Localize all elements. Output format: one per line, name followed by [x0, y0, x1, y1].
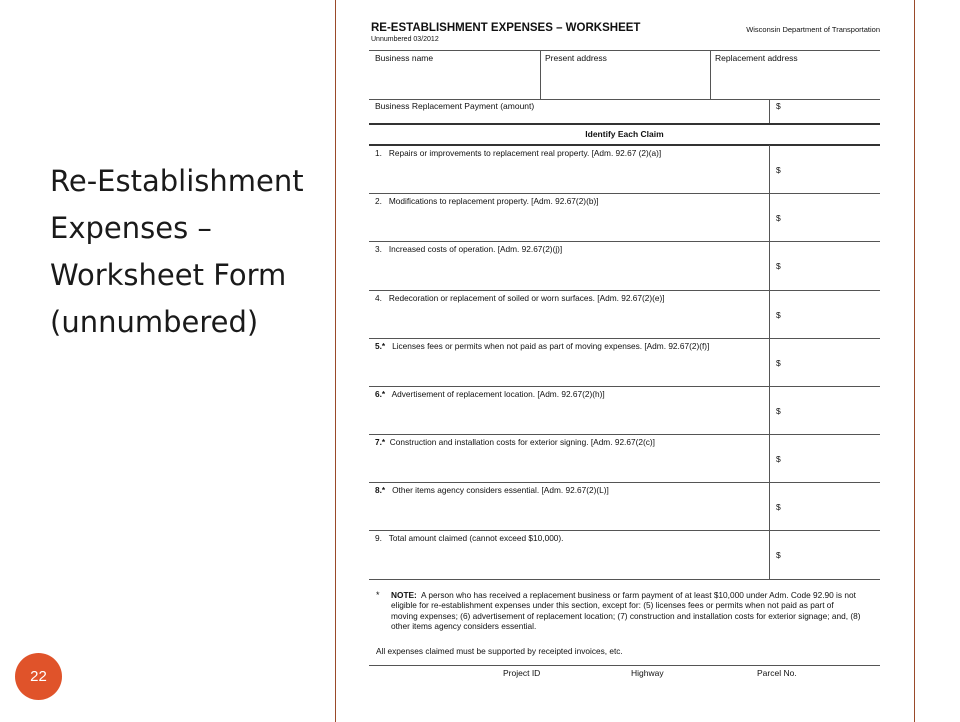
note-paragraph [391, 590, 861, 631]
claim-number: 8.* [375, 485, 386, 495]
dollar-sign: $ [776, 165, 781, 175]
rule [369, 482, 880, 483]
brp-label: Business Replacement Payment (amount) [375, 101, 535, 111]
rule [369, 241, 880, 242]
dollar-sign: $ [776, 213, 781, 223]
rule [710, 50, 711, 99]
dollar-sign: $ [776, 101, 781, 111]
claim-text: Increased costs of operation. [Adm. 92.67(2)(j)] [388, 244, 563, 254]
rule [369, 50, 880, 51]
rule [369, 123, 880, 125]
form-agency: Wisconsin Department of Transportation [746, 25, 880, 34]
receipts-requirement: All expenses claimed must be supported by receipted invoices, etc. [376, 646, 623, 656]
rule [369, 386, 880, 387]
claim-number: 3. [375, 244, 382, 254]
claim-row [375, 389, 605, 399]
present-address-field: Present address [545, 53, 607, 63]
form-number: Unnumbered 03/2012 [371, 36, 439, 43]
rule [369, 579, 880, 580]
business-name-field: Business name [375, 53, 434, 63]
claim-number: 4. [375, 293, 382, 303]
rule [540, 50, 541, 99]
claim-number: 6.* [375, 389, 386, 399]
claim-row [375, 293, 665, 303]
slide-title-line: Expenses – [50, 211, 212, 245]
highway-field: Highway [631, 668, 664, 678]
slide-title-line: Worksheet Form [50, 258, 287, 292]
claim-row [375, 148, 661, 158]
rule [369, 290, 880, 291]
replacement-address-field: Replacement address [715, 53, 798, 63]
rule [369, 530, 880, 531]
slide-title [50, 158, 340, 346]
claim-text: Advertisement of replacement location. [Adm. 92.67(2)(h)] [391, 389, 605, 399]
claim-number: 9. [375, 533, 382, 543]
dollar-sign: $ [776, 358, 781, 368]
dollar-sign: $ [776, 310, 781, 320]
claim-row [375, 244, 562, 254]
note-text: A person who has received a replacement business or farm payment of at least $10,000 under Adm. Code 92.90 is not eligible for re-establishment expenses under this section, except for: (5) licenses fees or permits when not paid as part of moving expenses; (6) advertisement of replacement location; (7) construction and installation costs for exterior signage; and, (8) other items agency considers essential. [391, 590, 861, 631]
claim-text: Licenses fees or permits when not paid as part of moving expenses. [Adm. 92.67(2)(f)] [392, 341, 710, 351]
claim-row [375, 341, 709, 351]
section-heading: Identify Each Claim [585, 129, 664, 139]
claim-row [375, 196, 599, 206]
dollar-sign: $ [776, 454, 781, 464]
claim-row [375, 485, 609, 495]
form-title: RE-ESTABLISHMENT EXPENSES – WORKSHEET [371, 22, 641, 34]
rule [769, 145, 770, 579]
claim-text: Construction and installation costs for exterior signing. [Adm. 92.67(2(c)] [389, 437, 655, 447]
claim-text: Other items agency considers essential. [Adm. 92.67(2)(L)] [392, 485, 609, 495]
dollar-sign: $ [776, 550, 781, 560]
slide-title-line: (unnumbered) [50, 305, 259, 339]
rule [369, 434, 880, 435]
dollar-sign: $ [776, 406, 781, 416]
claim-text: Repairs or improvements to replacement real property. [Adm. 92.67 (2)(a)] [388, 148, 662, 158]
rule [769, 99, 770, 123]
page-number-badge: 22 [15, 653, 62, 700]
note-asterisk: * [376, 590, 380, 600]
rule [369, 99, 880, 100]
rule [369, 193, 880, 194]
claim-row [375, 437, 655, 447]
claim-number: 1. [375, 148, 382, 158]
parcel-no-field: Parcel No. [757, 668, 797, 678]
claim-row [375, 533, 564, 543]
rule [369, 144, 880, 146]
rule [369, 665, 880, 666]
note-label: NOTE: [391, 590, 417, 600]
project-id-field: Project ID [503, 668, 541, 678]
slide-title-line: Re-Establishment [50, 164, 304, 198]
claim-number: 2. [375, 196, 382, 206]
rule [369, 338, 880, 339]
dollar-sign: $ [776, 261, 781, 271]
claim-number: 5.* [375, 341, 386, 351]
claim-text: Total amount claimed (cannot exceed $10,000). [388, 533, 564, 543]
dollar-sign: $ [776, 502, 781, 512]
claim-number: 7.* [375, 437, 386, 447]
claim-text: Modifications to replacement property. [Adm. 92.67(2)(b)] [388, 196, 599, 206]
worksheet-form-image [335, 0, 915, 722]
claim-text: Redecoration or replacement of soiled or worn surfaces. [Adm. 92.67(2)(e)] [388, 293, 665, 303]
